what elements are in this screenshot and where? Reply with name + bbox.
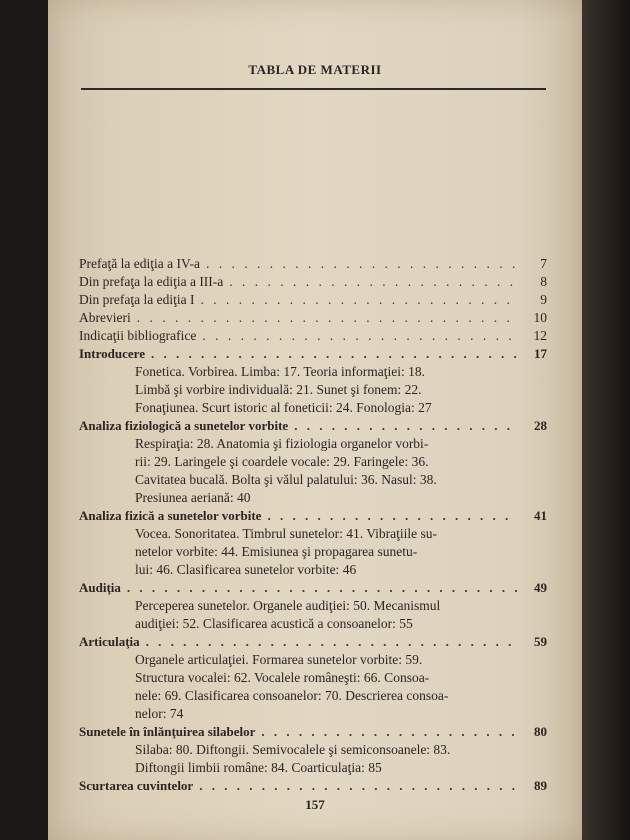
leader-dots [202,328,517,344]
toc-subline: Diftongii limbii române: 84. Coarticulaţia: 85 [135,760,382,775]
leader-dots [127,580,517,596]
toc-subline: Fonaţiunea. Scurt istoric al foneticii: 24. Fonologia: 27 [135,400,432,415]
toc-section-page: 28 [534,418,547,433]
leader-dots [137,310,517,326]
leader-dots [199,778,517,794]
leader-dots [261,724,517,740]
toc-section-title: Introducere [79,346,145,361]
toc-subline: Structura vocalei: 62. Vocalele româneşti: 66. Consoa- [135,670,430,685]
leader-dots [206,256,517,272]
toc-section [79,724,547,742]
toc-entry [79,310,547,328]
toc-entry-title: Indicaţii bibliografice [79,328,197,343]
toc-section [79,580,547,598]
toc-subline: Silaba: 80. Diftongii. Semivocalele şi semiconsoanele: 83. [135,742,451,757]
toc-section-title: Articulaţia [79,634,140,649]
toc-section [79,418,547,436]
toc-entry-page: 10 [533,310,547,325]
toc-subline: Fonetica. Vorbirea. Limba: 17. Teoria informaţiei: 18. [135,364,425,379]
toc-section-title: Sunetele în înlănţuirea silabelor [79,724,256,739]
toc-subline: lui: 46. Clasificarea sunetelor vorbite: 46 [135,562,357,577]
leader-dots [151,346,517,362]
toc-section-title: Scurtarea cuvintelor [79,778,194,793]
toc-section-page: 41 [534,508,547,523]
toc-entry-page: 8 [540,274,547,289]
toc-entry [79,274,547,292]
toc-entry [79,328,547,346]
toc-section [79,634,547,652]
toc-subline: Respiraţia: 28. Anatomia şi fiziologia organelor vorbi- [135,436,429,451]
toc-subline: nele: 69. Clasificarea consoanelor: 70. Descrierea consoa- [135,688,449,703]
toc-entry-title: Din prefaţa la ediţia a III-a [79,274,224,289]
toc-section-page: 59 [534,634,547,649]
book-page [48,0,582,840]
toc-section-title: Analiza fizică a sunetelor vorbite [79,508,262,523]
toc-section [79,346,547,364]
leader-dots [267,508,517,524]
toc-section-title: Audiţia [79,580,121,595]
toc-entry-title: Din prefaţa la ediţia I [79,292,195,307]
leader-dots [200,292,517,308]
toc-section-page: 89 [534,778,547,793]
toc-subline: audiţiei: 52. Clasificarea acustică a consoanelor: 55 [135,616,413,631]
toc-subline: Perceperea sunetelor. Organele audiţiei: 50. Mecanismul [135,598,441,613]
toc-subline: rii: 29. Laringele şi coardele vocale: 29. Faringele: 36. [135,454,429,469]
toc-entry-title: Abrevieri [79,310,131,325]
toc-entry-page: 12 [533,328,547,343]
toc-entry-title: Prefaţă la ediţia a IV-a [79,256,200,271]
toc-section-page: 49 [534,580,547,595]
toc-entry-page: 9 [540,292,547,307]
toc-subline: Organele articulaţiei. Formarea sunetelor vorbite: 59. [135,652,423,667]
toc-subline: Presiunea aeriană: 40 [135,490,251,505]
leader-dots [294,418,517,434]
toc-section-page: 80 [534,724,547,739]
dark-background [582,0,630,840]
toc-subline: Cavitatea bucală. Bolta şi vălul palatului: 36. Nasul: 38. [135,472,437,487]
toc-section [79,778,547,796]
leader-dots [146,634,517,650]
page-number: 157 [305,797,325,812]
toc-entry [79,292,547,310]
heading-rule [81,88,546,90]
toc-entry [79,256,547,274]
page-heading: TABLA DE MATERII [248,62,382,77]
toc-section-title: Analiza fiziologică a sunetelor vorbite [79,418,289,433]
toc-subline: Vocea. Sonoritatea. Timbrul sunetelor: 41. Vibraţiile su- [135,526,438,541]
toc-entry-page: 7 [540,256,547,271]
toc-subline: netelor vorbite: 44. Emisiunea şi propagarea sunetu- [135,544,418,559]
toc-section [79,508,547,526]
toc-subline: Limbă şi vorbire individuală: 21. Sunet şi fonem: 22. [135,382,422,397]
toc-subline: nelor: 74 [135,706,184,721]
leader-dots [229,274,517,290]
toc-section-page: 17 [534,346,547,361]
